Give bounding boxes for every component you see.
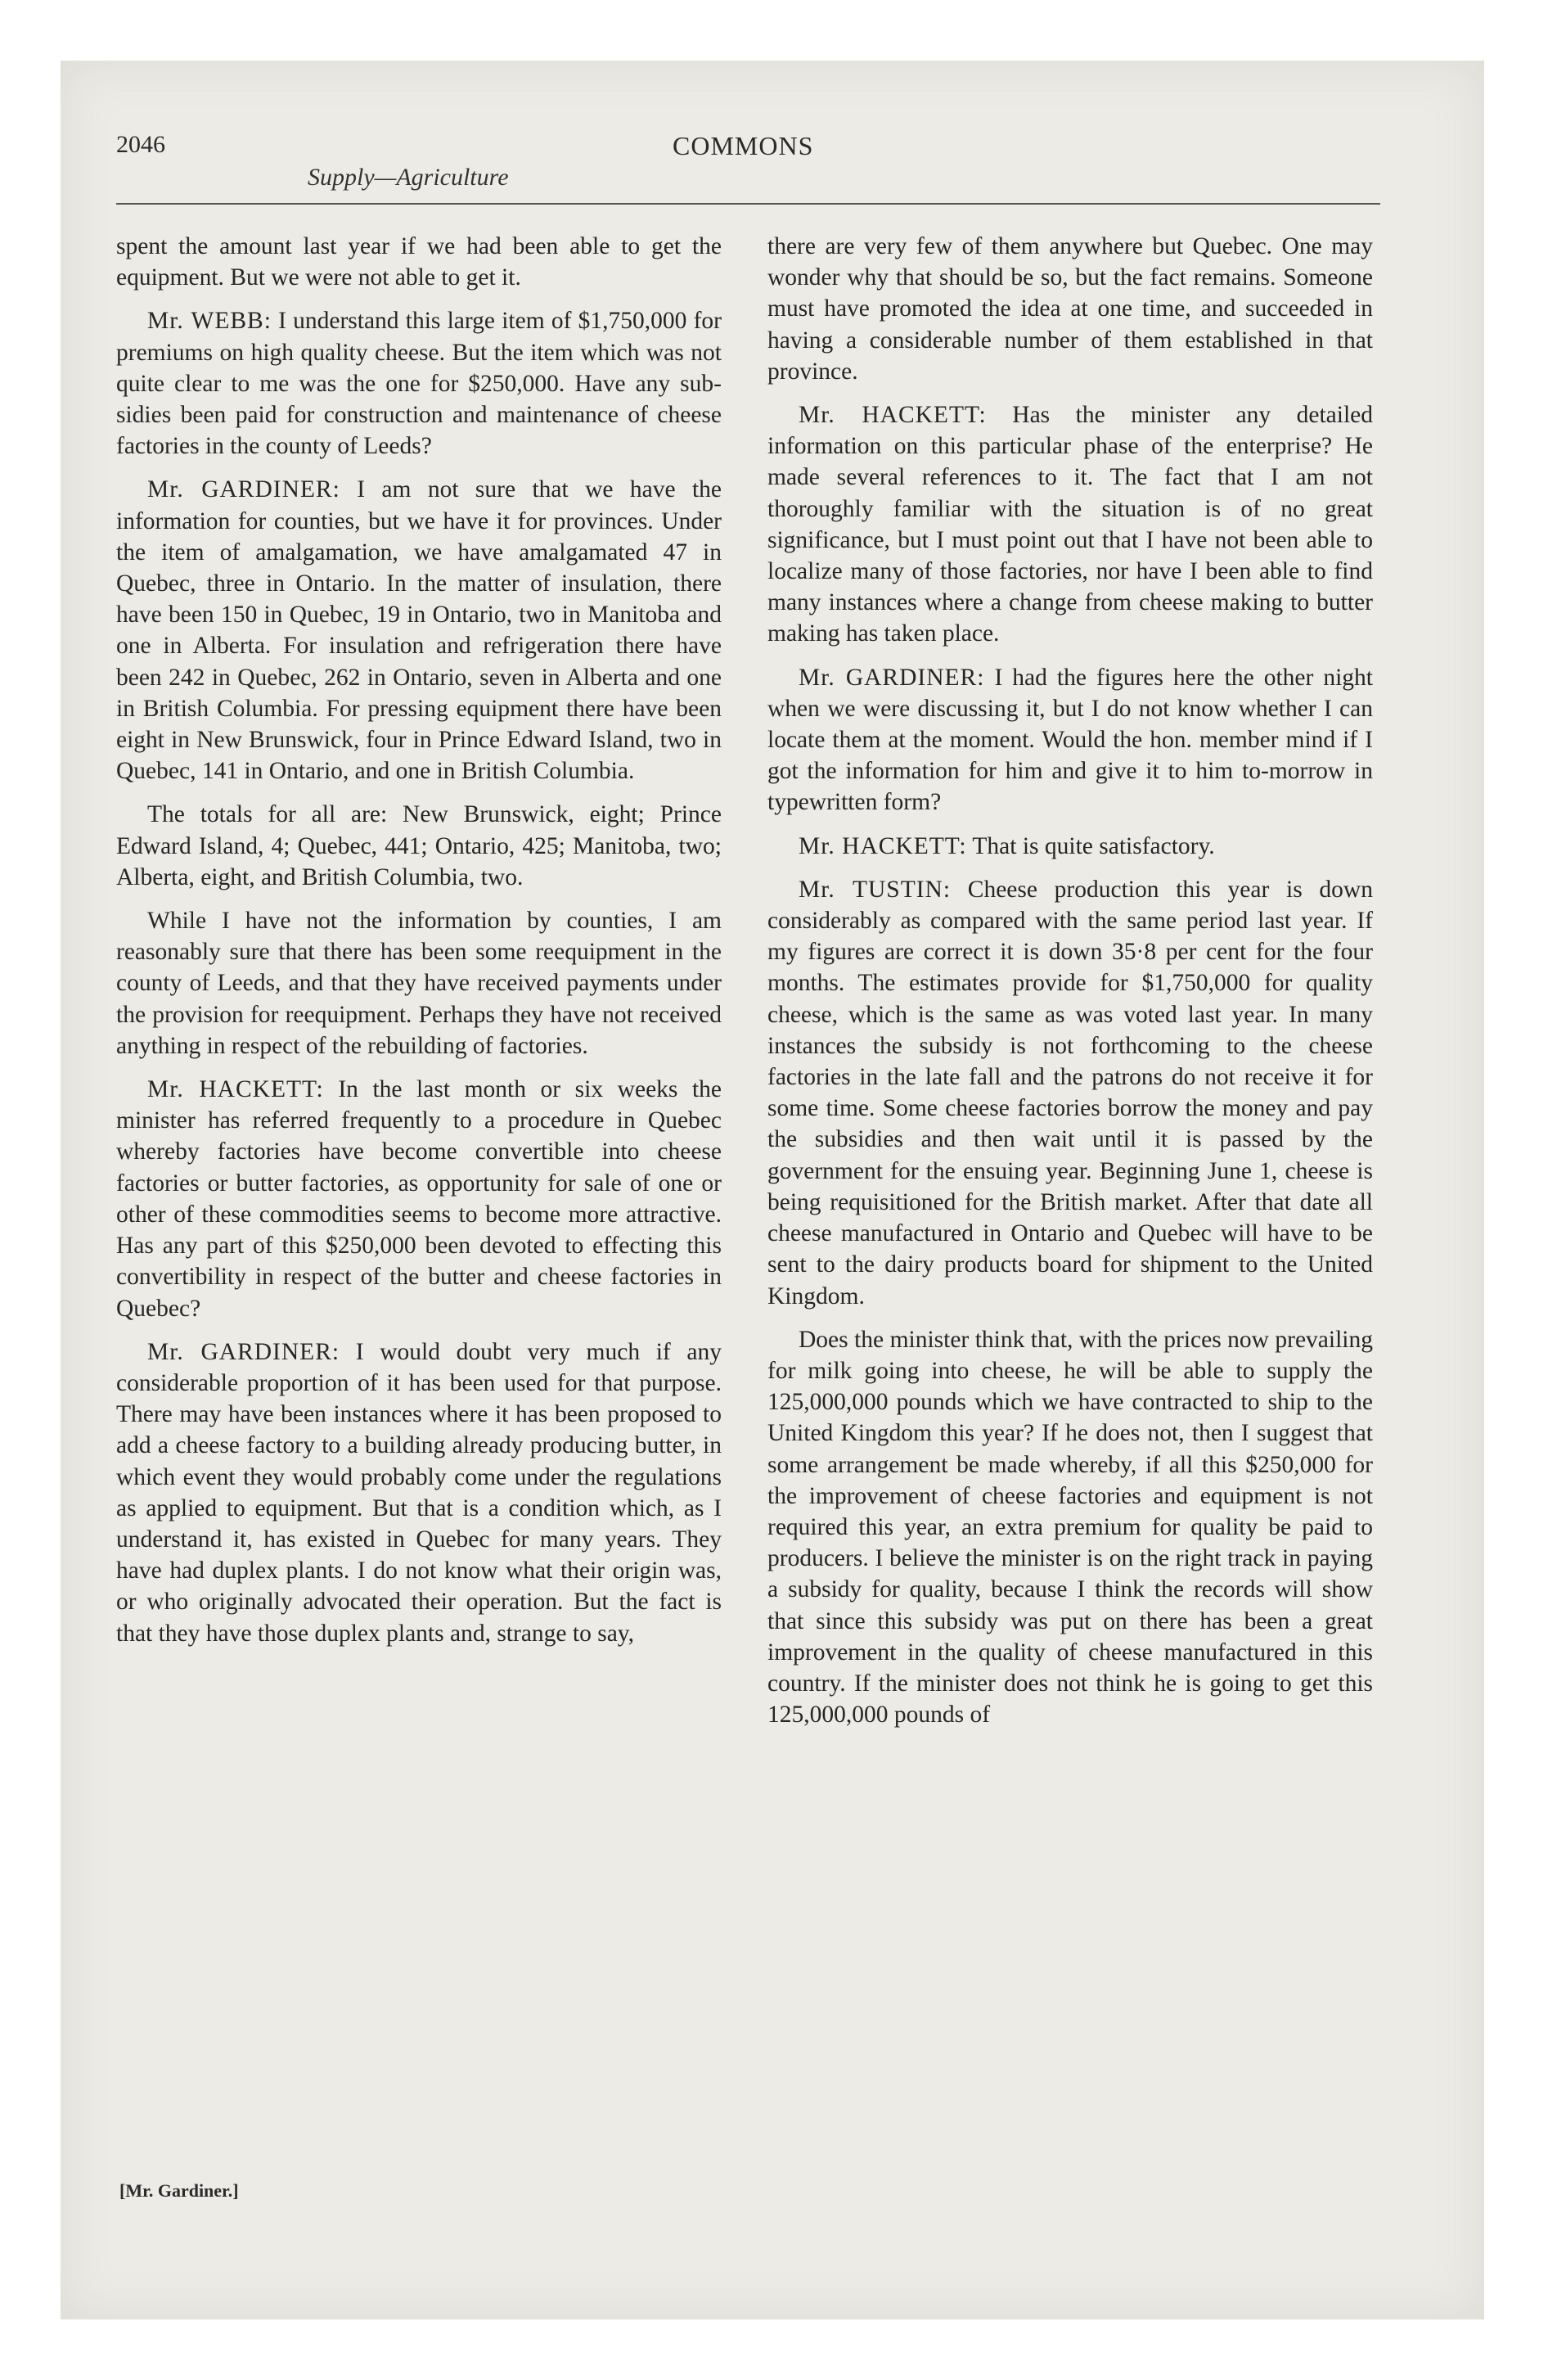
paragraph [116,1336,722,1649]
paragraph [767,874,1373,1312]
paragraph-text: there are very few of them anywhere but Quebec. One may wonder why that should be so, but the fact remains. Someone must have promoted the idea at one time, and succeeded in having a considerable number of them established in that province. [767,233,1373,385]
right-column [767,231,1373,1742]
speaker-name: Mr. HACKETT: [147,1076,324,1103]
paragraph-text: In the last month or six weeks the minister has referred frequently to a procedure in Quebec whereby factories have become convertible into cheese factories or butter factories, as opportunity for sale of one or other of these commodities seems to become more attractive. Has any part of this $250,000 been devoted to effecting this convertibility in respect of the butter and cheese factories in Quebec? [116,1076,722,1322]
page-header [116,131,1376,213]
paragraph [767,662,1373,818]
paragraph-text: Does the minister think that, with the prices now prevailing for milk going into cheese, he will be able to supply the 125,000,000 pounds which we have contracted to ship to the United Kingdom this year? If he does not, then I suggest that some arrangement be made whereby, if all this $250,000 for the improvement of cheese factories and equipment is not required this year, an extra premium for quality be paid to producers. I believe the minister is on the right track in paying a subsidy for quality, because I think the records will show that since this subsidy was put on there has been a great improvement in the quality of cheese manufactured in this country. If the minister does not think he is going to get this 125,000,000 pounds of [767,1326,1373,1729]
speaker-name: Mr. GARDINER: [147,1338,340,1365]
speaker-name: Mr. TUSTIN: [799,876,952,903]
footer-note: [Mr. Gardiner.] [119,2180,239,2201]
paragraph [116,905,722,1062]
paragraph-text: I had the figures here the other night when we were discussing it, but I do not know whether I can locate them at the moment. Would the hon. member mind if I got the information for him and give it to him to-morrow in typewritten form? [767,664,1373,816]
paragraph-text: spent the amount last year if we had been able to get the equipment. But we were not able to get it. [116,233,722,291]
page-number: 2046 [116,131,165,158]
speaker-name: Mr. WEBB: [147,308,272,335]
paragraph [116,231,722,293]
paragraph-text: Has the minister any detailed information on this particular phase of the enterprise? He made several references to it. The fact that I am not thoroughly familiar with the situation is of no great significance, but I must point out that I have not been able to localize many of those factories, nor have I been able to find many instances where a change from cheese making to butter making has taken place. [767,402,1373,647]
paragraph-text: I am not sure that we have the information for counties, but we have it for provinces. Under the item of amalgamation, we have amalgamated 47 in Quebec, three in Ontario. In the matter of insulation, there have been 150 in Quebec, 19 in Ontario, two in Manitoba and one in Alberta. For insulation and refrigeration there have been 242 in Quebec, 262 in Ontario, seven in Alberta and one in British Columbia. For pressing equipment there have been eight in New Brunswick, four in Prince Edward Island, two in Quebec, 141 in Ontario, and one in British Columbia. [116,476,722,785]
paragraph-text: Cheese production this year is down considerably as compared with the same period last year. If my figures are correct it is down 35·8 per cent for the four months. The estimates provide for $1,750,000 for quality cheese, which is the same as was voted last year. In many instances the subsidy is not forthcoming to the cheese factories in the late fall and the patrons do not receive it for some time. Some cheese factories borrow the money and pay the subsidies and then wait until it is passed by the government for the ensuing year. Beginning June 1, cheese is being requisitioned for the British market. After that date all cheese manufactured in Ontario and Quebec will have to be sent to the dairy products board for shipment to the United Kingdom. [767,876,1373,1309]
speaker-name: Mr. HACKETT: [799,402,987,429]
speaker-name: Mr. HACKETT: [799,832,967,859]
paragraph [116,305,722,462]
paragraph-text: While I have not the information by counties, I am reasonably sure that there has been some reequipment in the county of Leeds, and that they have received payments under the provision for reequipment. Perhaps they have not received anything in respect of the rebuilding of factories. [116,908,722,1059]
paragraph [116,799,722,893]
speaker-name: Mr. GARDINER: [147,476,340,503]
paragraph-text: I would doubt very much if any considerable proportion of it has been used for that purpose. There may have been instances where it has been proposed to add a cheese factory to a building already producing butter, in which event they would probably come under the regulations as applied to equipment. But that is a condition which, as I understand it, has existed in Quebec for many years. They have had duplex plants. I do not know what their origin was, or who originally advocated their operation. But the fact is that they have those duplex plants and, strange to say, [116,1338,722,1647]
paragraph [116,474,722,787]
paragraph [767,399,1373,650]
paragraph [767,231,1373,387]
header-rule [116,203,1380,205]
paragraph-text: That is quite satisfactory. [966,832,1215,859]
paragraph [116,1074,722,1324]
running-head: COMMONS [673,131,814,160]
section-title: Supply—Agriculture [308,164,509,191]
paragraph-text: The totals for all are: New Brunswick, eight; Prince Edward Island, 4; Quebec, 441; Ontario, 425; Manitoba, two; Alberta, eight, and British Columbia, two. [116,801,722,890]
left-column [116,231,722,1661]
paragraph [767,831,1373,862]
speaker-name: Mr. GARDINER: [799,664,985,691]
paragraph [767,1324,1373,1731]
paragraph-text: I understand this large item of $1,750,000 for premiums on high quality cheese. But the item which was not quite clear to me was the one for $250,000. Have any subsidies been paid for construction and maintenance of cheese factories in the county of Leeds? [116,308,722,460]
